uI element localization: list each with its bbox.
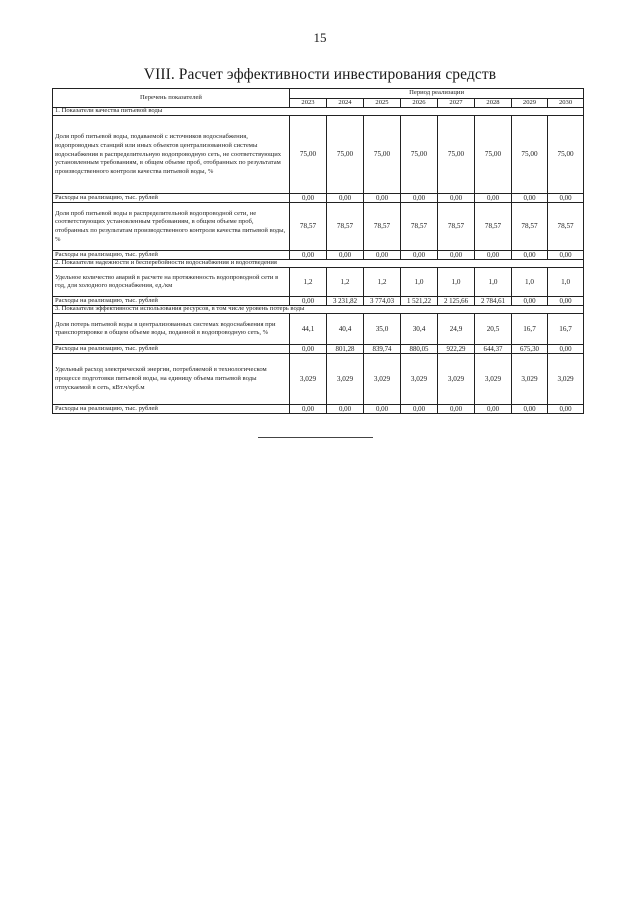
value-cell: 75,00 [401, 116, 438, 194]
value-cell: 1,2 [364, 268, 401, 297]
value-cell: 675,30 [512, 345, 548, 354]
value-cell: 2 784,61 [475, 297, 512, 306]
indicator-label: Расходы на реализацию, тыс. рублей [53, 297, 290, 306]
value-cell: 0,00 [438, 251, 475, 260]
value-cell: 880,05 [401, 345, 438, 354]
value-cell: 1,0 [438, 268, 475, 297]
year-header: 2027 [438, 98, 475, 108]
value-cell: 0,00 [548, 251, 584, 260]
value-cell: 75,00 [438, 116, 475, 194]
section-row [53, 108, 584, 116]
value-cell: 0,00 [401, 251, 438, 260]
value-cell: 78,57 [364, 203, 401, 251]
value-cell: 24,9 [438, 314, 475, 345]
value-cell: 0,00 [290, 251, 327, 260]
value-cell: 3 774,03 [364, 297, 401, 306]
indicator-label: Доля проб питьевой воды в распределительной водопроводной сети, не соответствующих установленным требованиям, в общем объеме проб, отобранных по результатам производственного контроля качества питьевой воды, % [53, 203, 290, 251]
value-cell: 1 521,22 [401, 297, 438, 306]
value-cell: 75,00 [475, 116, 512, 194]
indicator-label: Расходы на реализацию, тыс. рублей [53, 405, 290, 414]
value-cell: 78,57 [512, 203, 548, 251]
section-title-cell: 1. Показатели качества питьевой воды [53, 108, 584, 116]
value-cell: 78,57 [327, 203, 364, 251]
value-cell: 44,1 [290, 314, 327, 345]
value-cell: 0,00 [290, 405, 327, 414]
year-header: 2026 [401, 98, 438, 108]
value-cell: 78,57 [475, 203, 512, 251]
indicator-label: Расходы на реализацию, тыс. рублей [53, 194, 290, 203]
section-title-cell: 2. Показатели надежности и бесперебойности водоснабжения и водоотведения [53, 260, 584, 268]
value-cell: 0,00 [475, 194, 512, 203]
footer-divider [258, 437, 373, 438]
indicator-label: Удельное количество аварий в расчете на протяженность водопроводной сети в год, для холодного водоснабжения, ед./км [53, 268, 290, 297]
expense-row [53, 345, 584, 354]
value-cell: 0,00 [512, 194, 548, 203]
value-cell: 1,0 [548, 268, 584, 297]
year-header: 2029 [512, 98, 548, 108]
value-cell: 0,00 [512, 405, 548, 414]
value-cell: 3,029 [438, 354, 475, 405]
section-row [53, 260, 584, 268]
value-cell: 0,00 [475, 405, 512, 414]
period-header: Период реализации [290, 89, 584, 99]
value-cell: 16,7 [548, 314, 584, 345]
value-cell: 35,0 [364, 314, 401, 345]
value-cell: 75,00 [327, 116, 364, 194]
indicator-row [53, 203, 584, 251]
value-cell: 75,00 [512, 116, 548, 194]
section-row [53, 306, 584, 314]
value-cell: 78,57 [438, 203, 475, 251]
value-cell: 0,00 [290, 194, 327, 203]
value-cell: 644,37 [475, 345, 512, 354]
value-cell: 0,00 [548, 405, 584, 414]
value-cell: 78,57 [548, 203, 584, 251]
value-cell: 3,029 [364, 354, 401, 405]
value-cell: 0,00 [401, 194, 438, 203]
value-cell: 1,0 [475, 268, 512, 297]
section-title-cell: 3. Показатели эффективности использования ресурсов, в том числе уровень потерь воды [53, 306, 584, 314]
value-cell: 0,00 [327, 194, 364, 203]
year-header: 2025 [364, 98, 401, 108]
year-header: 2030 [548, 98, 584, 108]
value-cell: 1,2 [327, 268, 364, 297]
value-cell: 30,4 [401, 314, 438, 345]
value-cell: 0,00 [327, 405, 364, 414]
indicator-label: Расходы на реализацию, тыс. рублей [53, 251, 290, 260]
value-cell: 16,7 [512, 314, 548, 345]
value-cell: 0,00 [512, 297, 548, 306]
indicator-label: Доля потерь питьевой воды в централизованных системах водоснабжения при транспортировке в общем объеме воды, поданной в водопроводную сеть, % [53, 314, 290, 345]
year-header: 2028 [475, 98, 512, 108]
page-number: 15 [313, 30, 327, 45]
value-cell: 1,0 [401, 268, 438, 297]
value-cell: 0,00 [401, 405, 438, 414]
indicator-row [53, 314, 584, 345]
value-cell: 922,29 [438, 345, 475, 354]
value-cell: 40,4 [327, 314, 364, 345]
value-cell: 801,28 [327, 345, 364, 354]
value-cell: 78,57 [401, 203, 438, 251]
value-cell: 0,00 [364, 405, 401, 414]
investment-efficiency-table [52, 88, 584, 414]
value-cell: 0,00 [548, 345, 584, 354]
indicator-label: Удельный расход электрической энергии, потребляемой в технологическом процессе подготовки питьевой воды, на единицу объема питьевой воды отпускаемой в сеть, кВт.ч/куб.м [53, 354, 290, 405]
indicator-label: Расходы на реализацию, тыс. рублей [53, 345, 290, 354]
value-cell: 0,00 [327, 251, 364, 260]
value-cell: 0,00 [290, 345, 327, 354]
value-cell: 3,029 [401, 354, 438, 405]
value-cell: 3,029 [290, 354, 327, 405]
expense-row [53, 194, 584, 203]
value-cell: 0,00 [512, 251, 548, 260]
value-cell: 0,00 [548, 297, 584, 306]
year-header: 2023 [290, 98, 327, 108]
expense-row [53, 405, 584, 414]
value-cell: 1,0 [512, 268, 548, 297]
indicator-row [53, 116, 584, 194]
section-title: VIII. Расчет эффективности инвестирования средств [143, 66, 497, 83]
value-cell: 78,57 [290, 203, 327, 251]
value-cell: 0,00 [364, 194, 401, 203]
table-body [53, 108, 584, 414]
value-cell: 2 125,66 [438, 297, 475, 306]
value-cell: 75,00 [548, 116, 584, 194]
indicator-row [53, 354, 584, 405]
value-cell: 75,00 [364, 116, 401, 194]
value-cell: 3 231,82 [327, 297, 364, 306]
indicator-row [53, 268, 584, 297]
value-cell: 20,5 [475, 314, 512, 345]
value-cell: 3,029 [548, 354, 584, 405]
value-cell: 3,029 [475, 354, 512, 405]
year-header: 2024 [327, 98, 364, 108]
indicator-label: Доля проб питьевой воды, подаваемой с источников водоснабжения, водопроводных станций или иных объектов централизованной системы водоснабжения в распределительную водопроводную сеть, не соответствующих установленным требованиям, в общем объеме проб, отобранных по результатам производственного контроля качества питьевой воды, % [53, 116, 290, 194]
value-cell: 0,00 [438, 405, 475, 414]
value-cell: 75,00 [290, 116, 327, 194]
indicator-list-header: Перечень показателей [53, 89, 290, 108]
value-cell: 1,2 [290, 268, 327, 297]
value-cell: 0,00 [475, 251, 512, 260]
value-cell: 0,00 [364, 251, 401, 260]
value-cell: 839,74 [364, 345, 401, 354]
value-cell: 0,00 [438, 194, 475, 203]
value-cell: 0,00 [290, 297, 327, 306]
value-cell: 3,029 [512, 354, 548, 405]
value-cell: 3,029 [327, 354, 364, 405]
value-cell: 0,00 [548, 194, 584, 203]
